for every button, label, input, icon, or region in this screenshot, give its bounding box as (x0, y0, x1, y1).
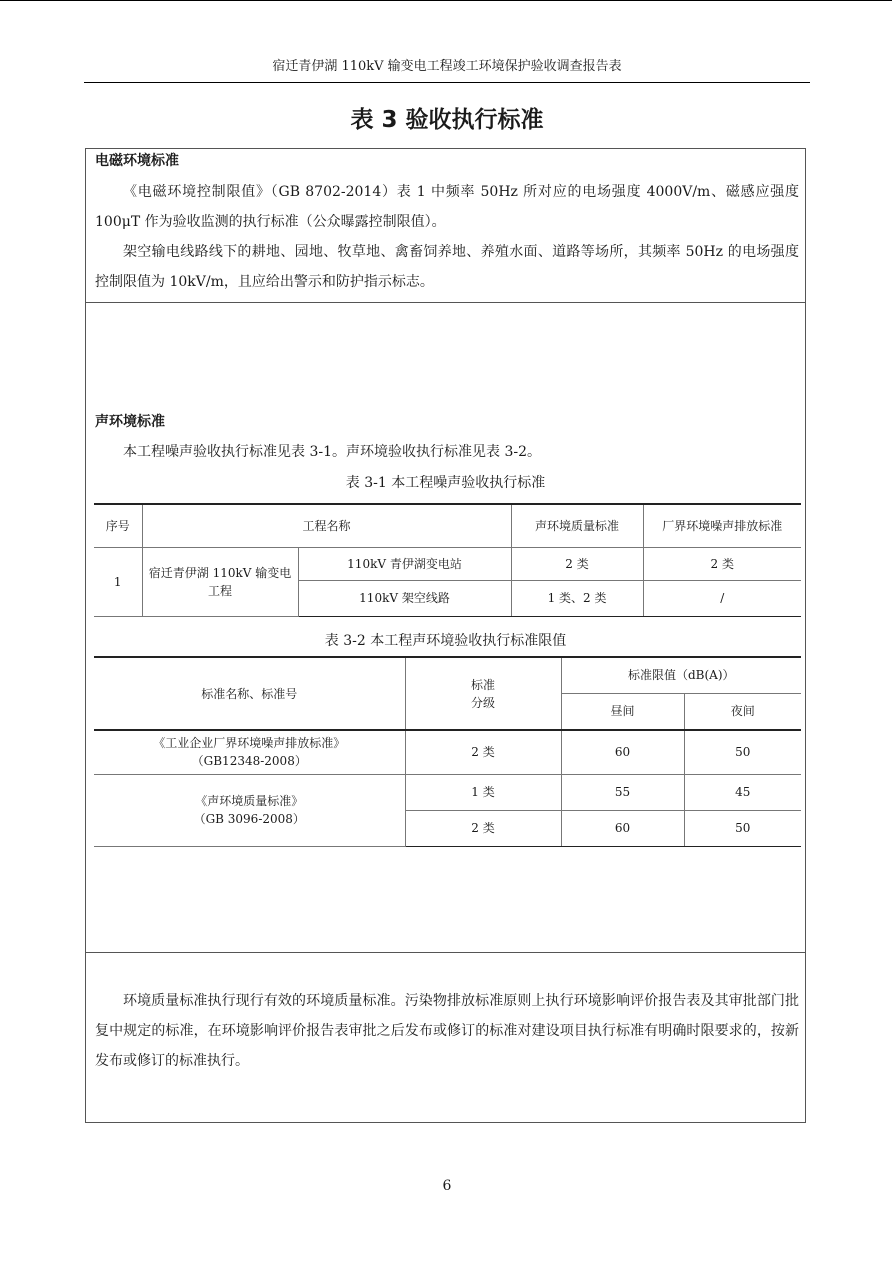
header-grade-line2: 分级 (470, 695, 495, 710)
row-day: 55 (561, 774, 684, 810)
sound-intro: 本工程噪声验收执行标准见表 3-1。声环境验收执行标准见表 3-2。 (123, 444, 541, 460)
table-3-2 (94, 656, 801, 847)
table-row (94, 730, 801, 774)
page-top-border (0, 0, 892, 1)
item-boundary: / (643, 580, 801, 616)
em-paragraph-1: 《电磁环境控制限值》（GB 8702-2014）表 1 中频率 50Hz 所对应的电场强度 4000V/m、磁感应强度 100μT 作为验收监测的执行标准（公众曝露控制限值）。 (95, 184, 799, 230)
header-grade-line1: 标准 (470, 677, 495, 692)
standard-name: 《工业企业厂界环境噪声排放标准》 (153, 736, 346, 751)
header-project: 工程名称 (142, 504, 511, 547)
item-name: 110kV 架空线路 (298, 580, 511, 616)
table-3-2-caption: 表 3-2 本工程声环境验收执行标准限值 (324, 633, 567, 649)
standard-code: （GB12348-2008） (191, 754, 307, 769)
row-day: 60 (561, 810, 684, 846)
row-night: 45 (684, 774, 801, 810)
header-grade (405, 657, 561, 730)
table-3-1-header-row (94, 504, 801, 547)
sound-standard-box (85, 302, 806, 953)
em-paragraph-2: 架空输电线路线下的耕地、园地、牧草地、禽畜饲养地、养殖水面、道路等场所，其频率 50Hz 的电场强度控制限值为 10kV/m，且应给出警示和防护指示标志。 (95, 244, 799, 290)
table-row (94, 547, 801, 580)
header-rule (84, 82, 810, 83)
item-boundary: 2 类 (643, 547, 801, 580)
item-quality: 2 类 (511, 547, 643, 580)
row-grade: 2 类 (405, 730, 561, 774)
row-project-name: 宿迁青伊湖 110kV 输变电工程 (142, 547, 298, 616)
header-standard: 标准名称、标准号 (94, 657, 405, 730)
running-header: 宿迁青伊湖 110kV 输变电工程竣工环境保护验收调查报告表 (272, 59, 622, 74)
row-night: 50 (684, 730, 801, 774)
item-name: 110kV 青伊湖变电站 (298, 547, 511, 580)
header-no: 序号 (94, 504, 142, 547)
em-standard-box (85, 148, 806, 303)
em-section-title: 电磁环境标准 (95, 153, 179, 169)
row-grade: 1 类 (405, 774, 561, 810)
page-number: 6 (442, 1178, 452, 1194)
header-boundary: 厂界环境噪声排放标准 (643, 504, 801, 547)
table-3-2-header-row (94, 657, 801, 693)
table-3-1-caption: 表 3-1 本工程噪声验收执行标准 (345, 475, 546, 491)
row-standard (94, 774, 405, 846)
row-night: 50 (684, 810, 801, 846)
table-3-1 (94, 503, 801, 617)
header-limit: 标准限值（dB(A)） (561, 657, 801, 693)
standard-code: （GB 3096-2008） (193, 812, 305, 826)
general-paragraph: 环境质量标准执行现行有效的环境质量标准。污染物排放标准原则上执行环境影响评价报告表及其审批部门批复中规定的标准，在环境影响评价报告表审批之后发布或修订的标准对建设项目执行标准有明确时限要求的，按新发布或修订的标准执行。 (95, 993, 799, 1069)
row-grade: 2 类 (405, 810, 561, 846)
header-night: 夜间 (684, 693, 801, 730)
standard-name: 《声环境质量标准》 (195, 794, 304, 808)
row-day: 60 (561, 730, 684, 774)
general-standard-box (85, 952, 806, 1123)
row-no: 1 (94, 547, 142, 616)
row-standard (94, 730, 405, 774)
item-quality: 1 类、2 类 (511, 580, 643, 616)
header-day: 昼间 (561, 693, 684, 730)
page-title: 表 3 验收执行标准 (350, 107, 544, 133)
table-row (94, 774, 801, 810)
sound-section-title: 声环境标准 (95, 414, 165, 430)
header-quality: 声环境质量标准 (511, 504, 643, 547)
